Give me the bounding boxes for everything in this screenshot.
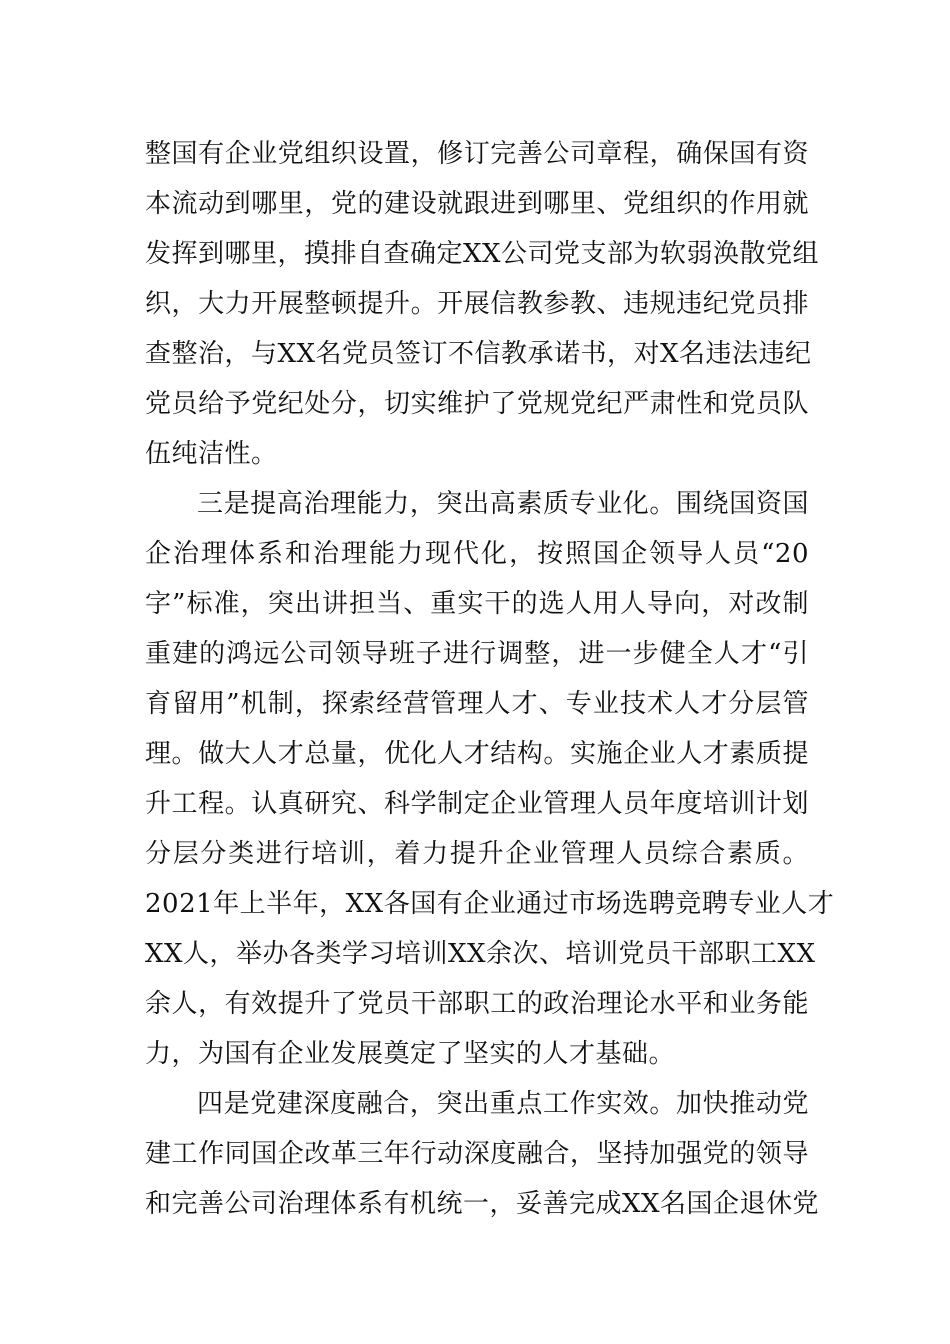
text-line: 整国有企业党组织设置，修订完善公司章程，确保国有资 — [145, 139, 809, 169]
text-line: 查整治，与XX名党员签订不信教承诺书，对X名违法违纪 — [145, 339, 812, 369]
text-line: 和完善公司治理体系有机统一，妥善完成XX名国企退休党 — [145, 1189, 820, 1219]
text-line: 织，大力开展整顿提升。开展信教参教、违规违纪党员排 — [145, 289, 809, 319]
text-line: 力，为国有企业发展奠定了坚实的人才基础。 — [145, 1039, 676, 1069]
text-line: XX人，举办各类学习培训XX余次、培训党员干部职工XX — [145, 939, 816, 969]
text-line: 本流动到哪里，党的建设就跟进到哪里、党组织的作用就 — [145, 189, 809, 219]
paragraph-first-line: 四是党建深度融合，突出重点工作实效。加快推动党 — [197, 1089, 809, 1119]
text-line: 分层分类进行培训，着力提升企业管理人员综合素质。 — [145, 839, 809, 869]
text-line: 企治理体系和治理能力现代化，按照国企领导人员“20 — [145, 539, 809, 569]
text-line: 字”标准，突出讲担当、重实干的选人用人导向，对改制 — [145, 589, 809, 619]
text-line: 升工程。认真研究、科学制定企业管理人员年度培训计划 — [145, 789, 809, 819]
text-line: 育留用”机制，探索经营管理人才、专业技术人才分层管 — [145, 689, 809, 719]
text-line: 发挥到哪里，摸排自查确定XX公司党支部为软弱涣散党组 — [145, 239, 820, 269]
text-line: 理。做大人才总量，优化人才结构。实施企业人才素质提 — [145, 739, 809, 769]
text-line: 伍纯洁性。 — [145, 439, 278, 469]
text-line: 2021年上半年，XX各国有企业通过市场选聘竞聘专业人才 — [145, 889, 835, 919]
text-line: 余人，有效提升了党员干部职工的政治理论水平和业务能 — [145, 989, 809, 1019]
text-line: 重建的鸿远公司领导班子进行调整，进一步健全人才“引 — [145, 639, 809, 669]
paragraph-first-line: 三是提高治理能力，突出高素质专业化。围绕国资国 — [197, 489, 809, 519]
text-line: 党员给予党纪处分，切实维护了党规党纪严肃性和党员队 — [145, 389, 809, 419]
text-line: 建工作同国企改革三年行动深度融合，坚持加强党的领导 — [145, 1139, 809, 1169]
